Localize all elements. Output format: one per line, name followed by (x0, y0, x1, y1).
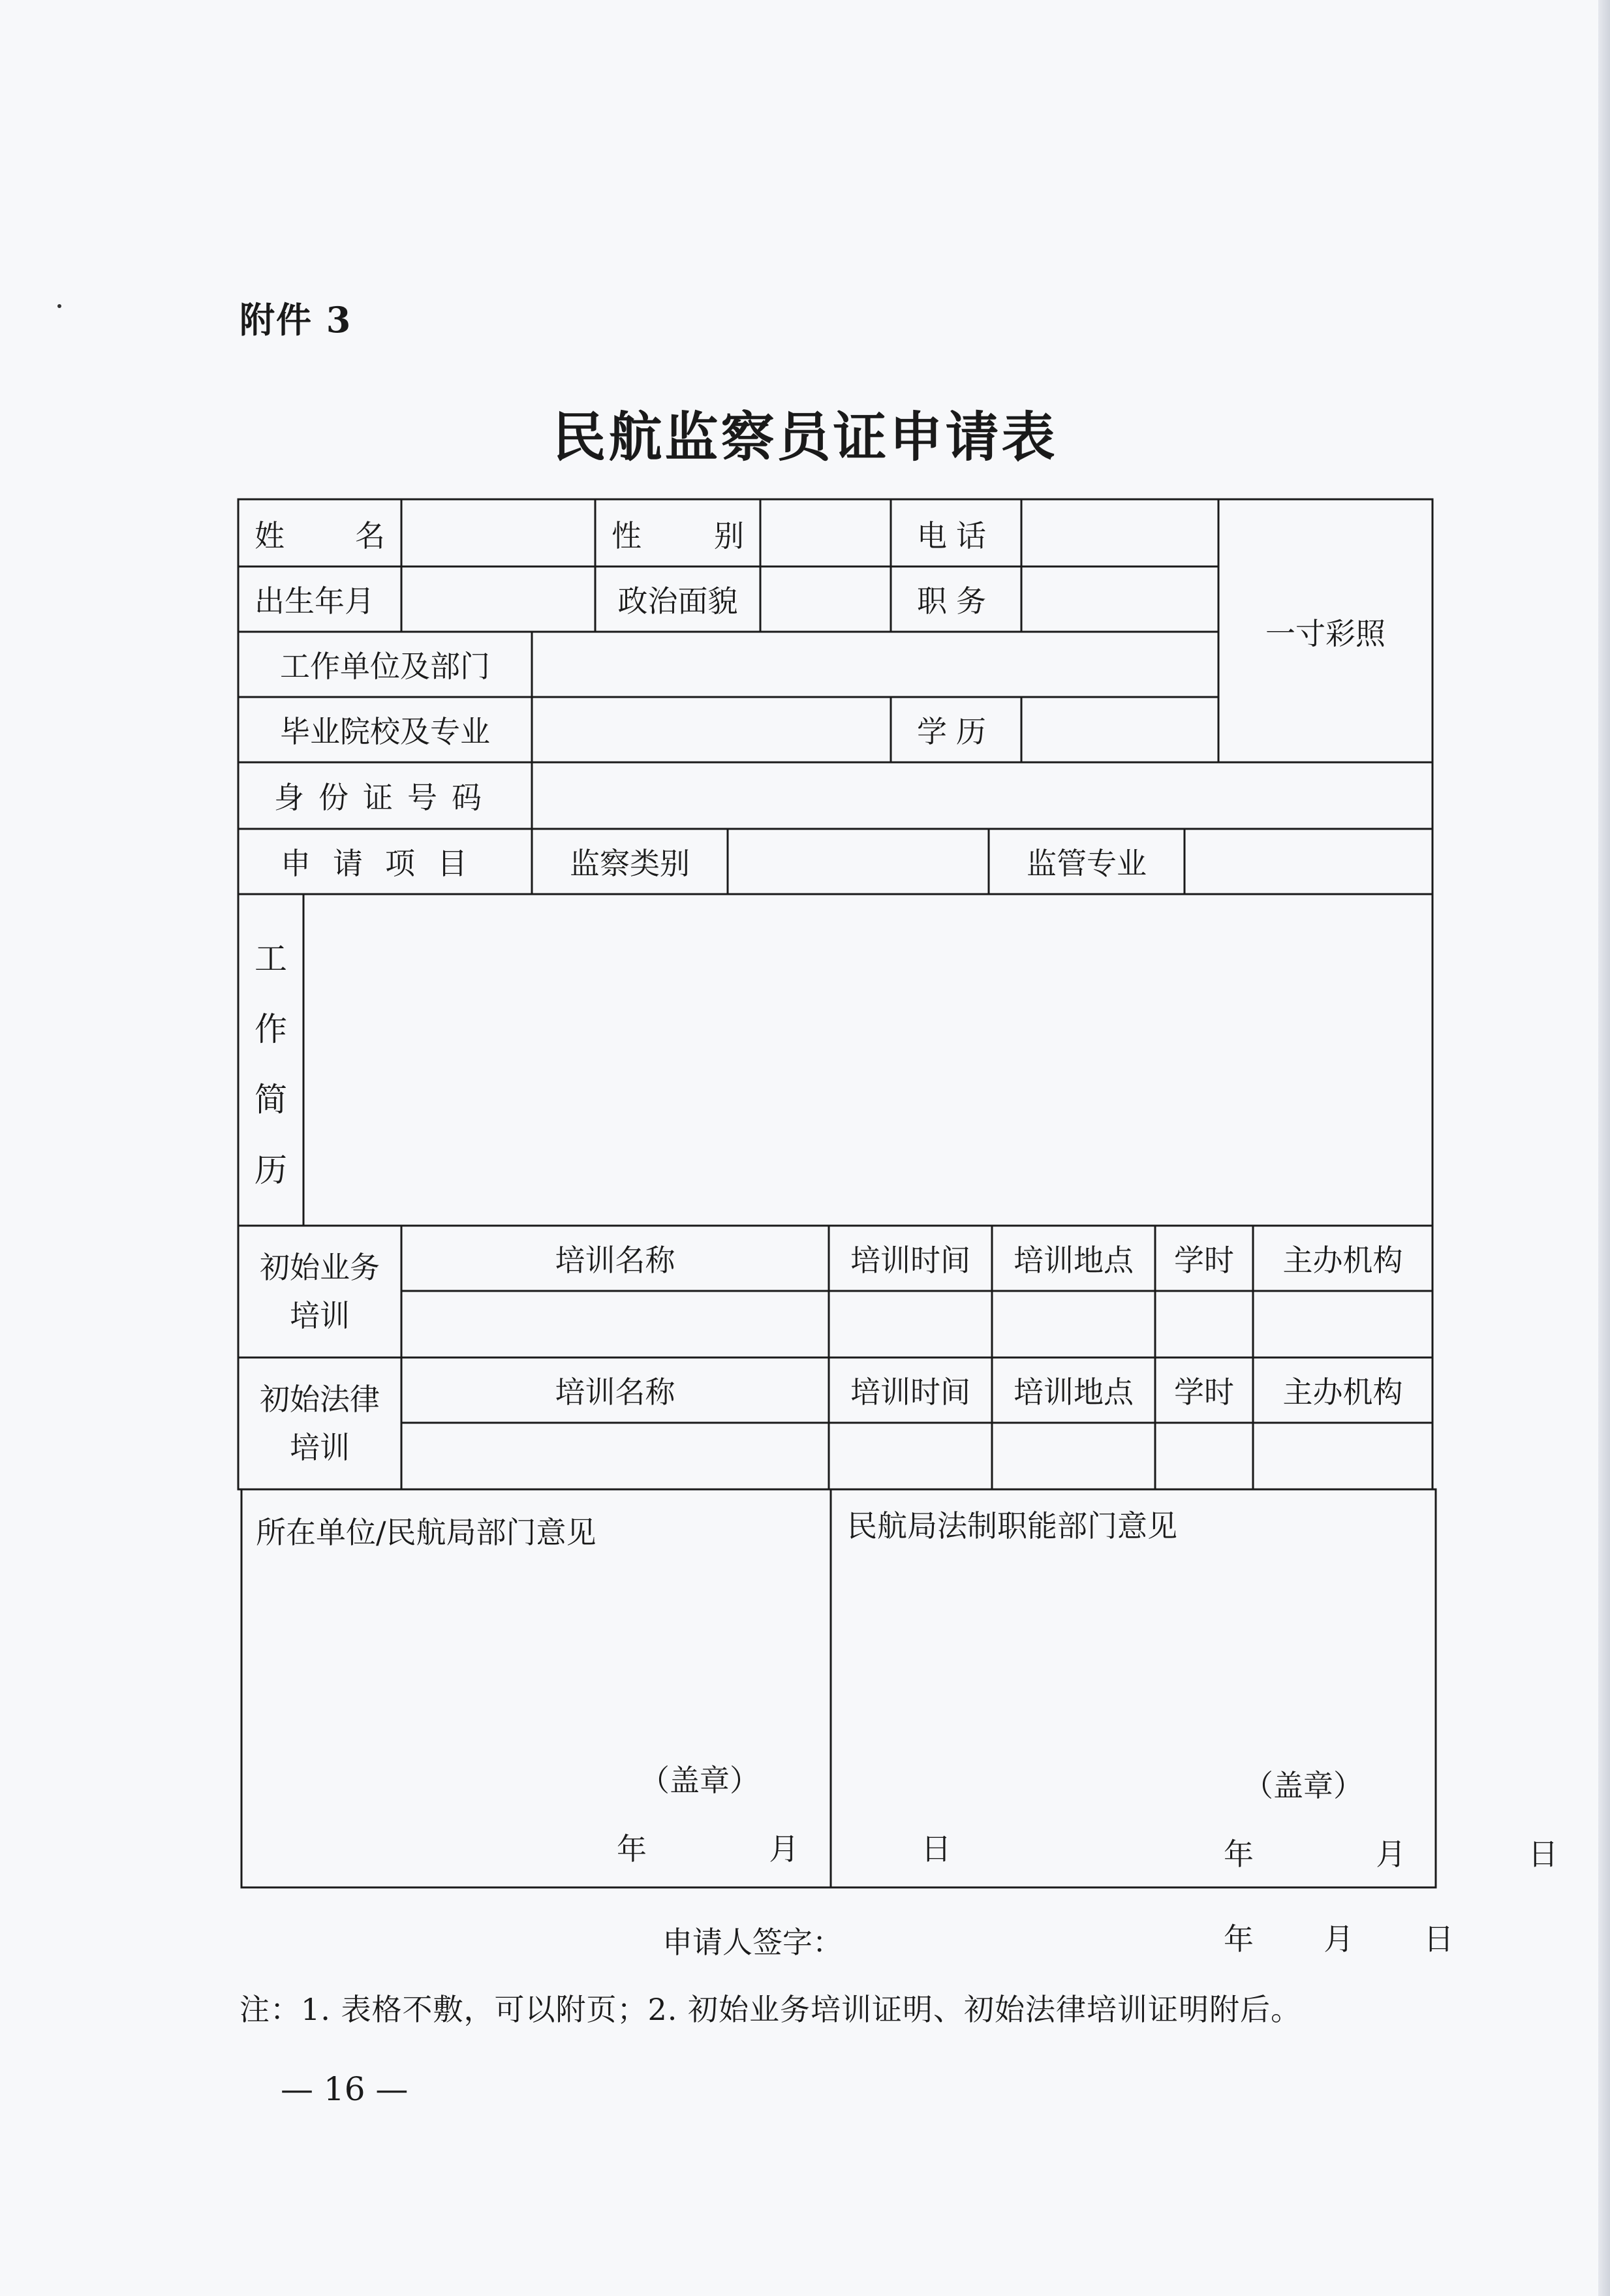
phone-field[interactable] (1021, 501, 1218, 566)
work-resume-label: 工 作 简 历 (255, 940, 287, 1189)
position-label: 职务 (917, 583, 995, 619)
legal-dept-seal-label: （盖章） (1243, 1768, 1363, 1803)
legal-training-row[interactable] (401, 1423, 1432, 1489)
name-label: 姓 名 (255, 518, 385, 553)
position-field[interactable] (1021, 566, 1218, 632)
inspect-category-field[interactable] (728, 829, 989, 894)
business-col-training-time: 培训时间 (850, 1243, 970, 1278)
birth-field[interactable] (401, 566, 595, 632)
business-col-training-place: 培训地点 (1014, 1243, 1134, 1278)
supervise-major-field[interactable] (1184, 829, 1432, 894)
gender-field[interactable] (760, 501, 891, 566)
legal-col-training-time: 培训时间 (850, 1374, 970, 1410)
school-field[interactable] (532, 697, 891, 762)
legal-col-training-name: 培训名称 (555, 1374, 675, 1410)
work-resume-field[interactable] (303, 894, 1432, 1226)
applicant-date-label: 年 月 日 (1224, 1921, 1471, 1957)
footnote: 注：1. 表格不敷，可以附页；2. 初始业务培训证明、初始法律培训证明附后。 (240, 1992, 1302, 2027)
business-col-organizer: 主办机构 (1282, 1243, 1403, 1278)
education-field[interactable] (1021, 697, 1218, 762)
unit-date-label: 年 月 日 (617, 1831, 968, 1867)
political-field[interactable] (760, 566, 891, 632)
applicant-signature-label: 申请人签字： (662, 1925, 843, 1960)
initial-business-training-label: 初始业务培训 (260, 1250, 380, 1333)
school-label: 毕业院校及专业 (280, 714, 490, 749)
birth-label: 出生年月 (255, 583, 375, 619)
supervise-major-label: 监管专业 (1027, 846, 1147, 881)
business-col-training-name: 培训名称 (555, 1243, 675, 1278)
legal-dept-opinion-label: 民航局法制职能部门意见 (847, 1508, 1177, 1544)
phone-label: 电话 (917, 518, 995, 553)
legal-col-training-place: 培训地点 (1014, 1374, 1134, 1410)
page-number: — 16 — (281, 2070, 409, 2108)
gender-label: 性 别 (611, 518, 744, 553)
unit-seal-label: （盖章） (640, 1763, 760, 1798)
legal-col-organizer: 主办机构 (1282, 1374, 1403, 1410)
legal-dept-date-label: 年 月 日 (1224, 1837, 1575, 1872)
photo-box[interactable]: 一寸彩照 (1265, 616, 1386, 651)
form-title: 民航监察员证申请表 (552, 406, 1058, 469)
employer-field[interactable] (532, 632, 1218, 697)
inspect-category-label: 监察类别 (570, 846, 690, 881)
apply-item-label: 申请项目 (281, 846, 489, 881)
political-label: 政治面貌 (617, 583, 738, 619)
business-training-row[interactable] (401, 1291, 1432, 1357)
business-col-hours: 学时 (1174, 1243, 1234, 1278)
id-field[interactable] (532, 762, 1432, 829)
name-field[interactable] (401, 501, 595, 566)
education-label: 学历 (917, 714, 995, 749)
id-label: 身份证号码 (274, 780, 496, 815)
attachment-label: 附件 3 (240, 299, 352, 341)
initial-legal-training-label: 初始法律培训 (260, 1382, 380, 1465)
unit-opinion-label: 所在单位/民航局部门意见 (256, 1515, 596, 1550)
legal-col-hours: 学时 (1174, 1374, 1234, 1410)
employer-label: 工作单位及部门 (280, 649, 490, 684)
